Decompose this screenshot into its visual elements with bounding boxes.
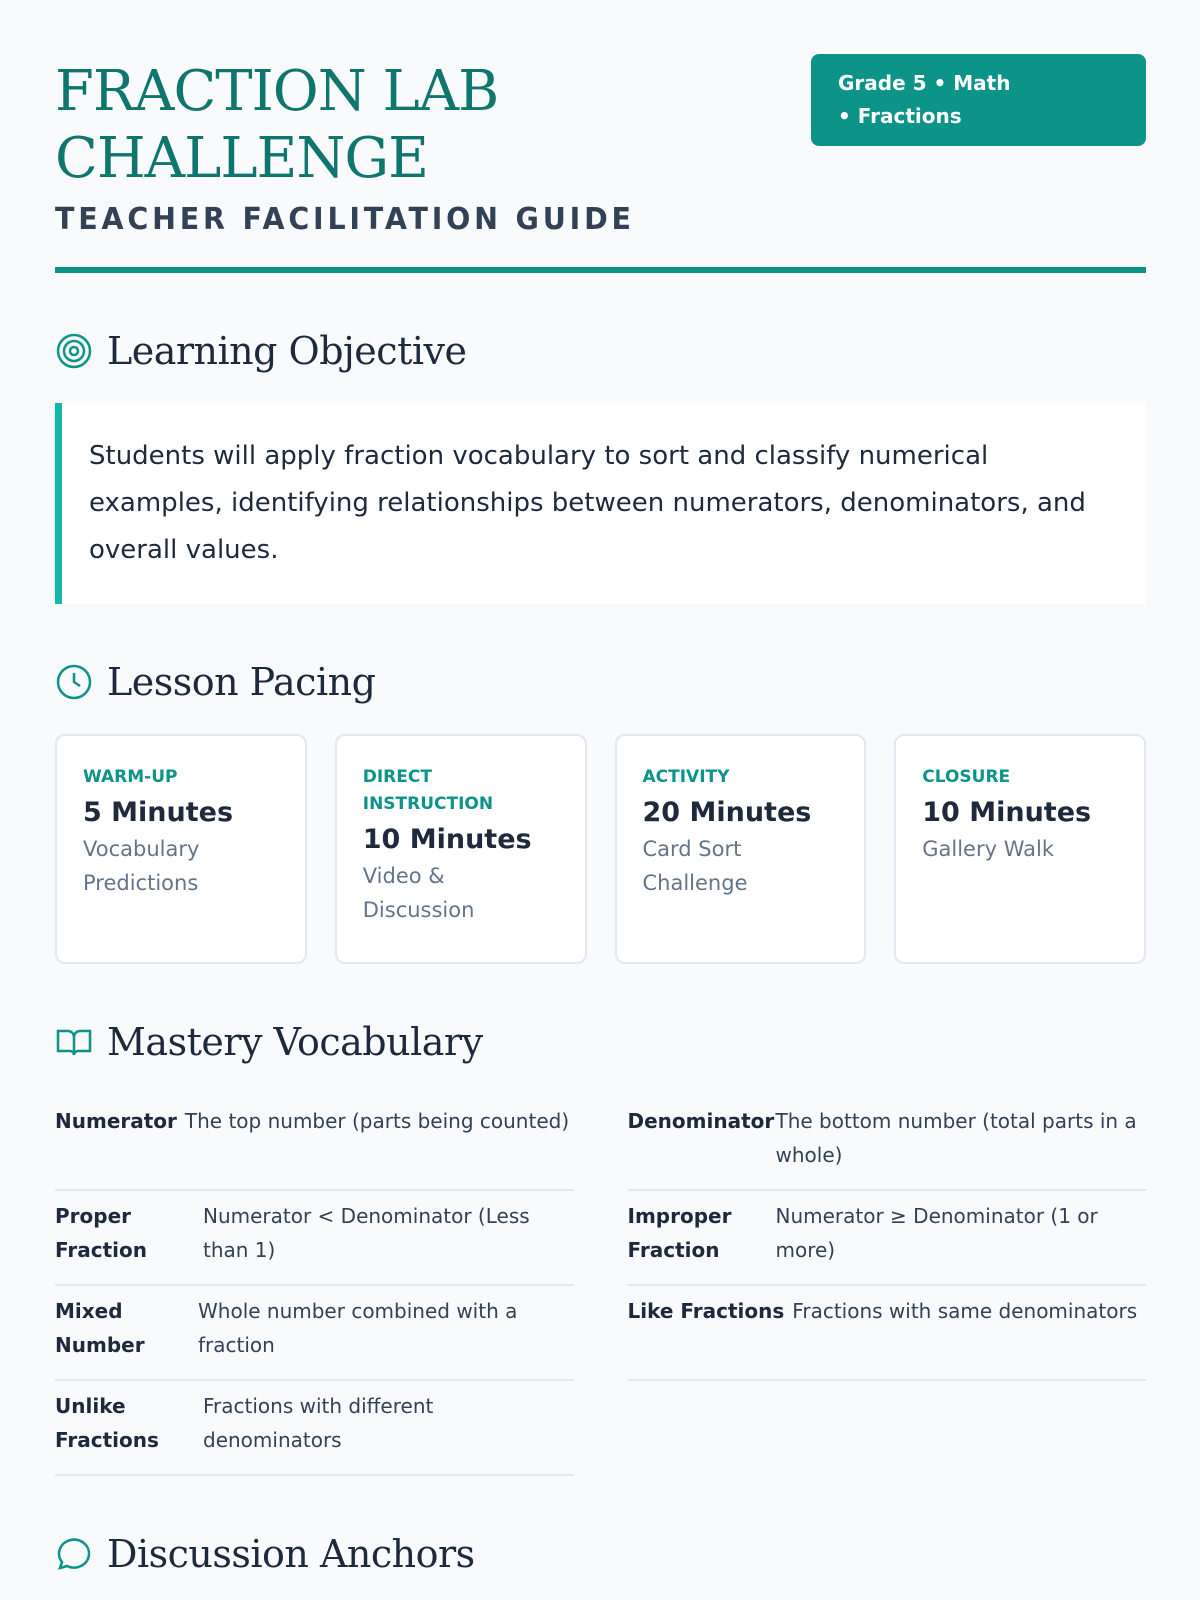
discussion-heading: Discussion Anchors (55, 1532, 1146, 1576)
vocab-row: Improper Fraction Numerator ≥ Denominator (1 or more) (628, 1191, 1147, 1286)
vocab-list (55, 1096, 1146, 1476)
grade-badge: Grade 5 • Math • Fractions (811, 54, 1146, 146)
pacing-cards (55, 734, 1146, 964)
vocab-row: Denominator The bottom number (total parts in a whole) (628, 1096, 1147, 1191)
vocab-row: Proper Fraction Numerator < Denominator (Less than 1) (55, 1191, 574, 1286)
vocab-row: Unlike Fractions Fractions with different denominators (55, 1381, 574, 1476)
vocab-row: Numerator The top number (parts being counted) (55, 1096, 574, 1191)
pacing-card: DIRECT INSTRUCTION 10 Minutes Video & Discussion (335, 734, 587, 964)
objective-text: Students will apply fraction vocabulary to sort and classify numerical examples, identifying relationships between numerators, denominators, and overall values. (55, 403, 1146, 604)
chat-bubble-icon (55, 1535, 93, 1573)
header (55, 54, 1146, 273)
vocab-row: Like Fractions Fractions with same denominators (628, 1286, 1147, 1381)
pacing-card: WARM-UP 5 Minutes Vocabulary Predictions (55, 734, 307, 964)
vocab-heading: Mastery Vocabulary (55, 1020, 1146, 1064)
pacing-card: ACTIVITY 20 Minutes Card Sort Challenge (615, 734, 867, 964)
vocab-row: Mixed Number Whole number combined with a fraction (55, 1286, 574, 1381)
book-open-icon (55, 1023, 93, 1061)
pacing-heading: Lesson Pacing (55, 660, 1146, 704)
clock-icon (55, 663, 93, 701)
page-subtitle: TEACHER FACILITATION GUIDE (55, 202, 635, 237)
pacing-card: CLOSURE 10 Minutes Gallery Walk (894, 734, 1146, 964)
target-icon (55, 332, 93, 370)
objective-heading: Learning Objective (55, 329, 1146, 373)
page-title: FRACTION LAB CHALLENGE (55, 59, 499, 191)
